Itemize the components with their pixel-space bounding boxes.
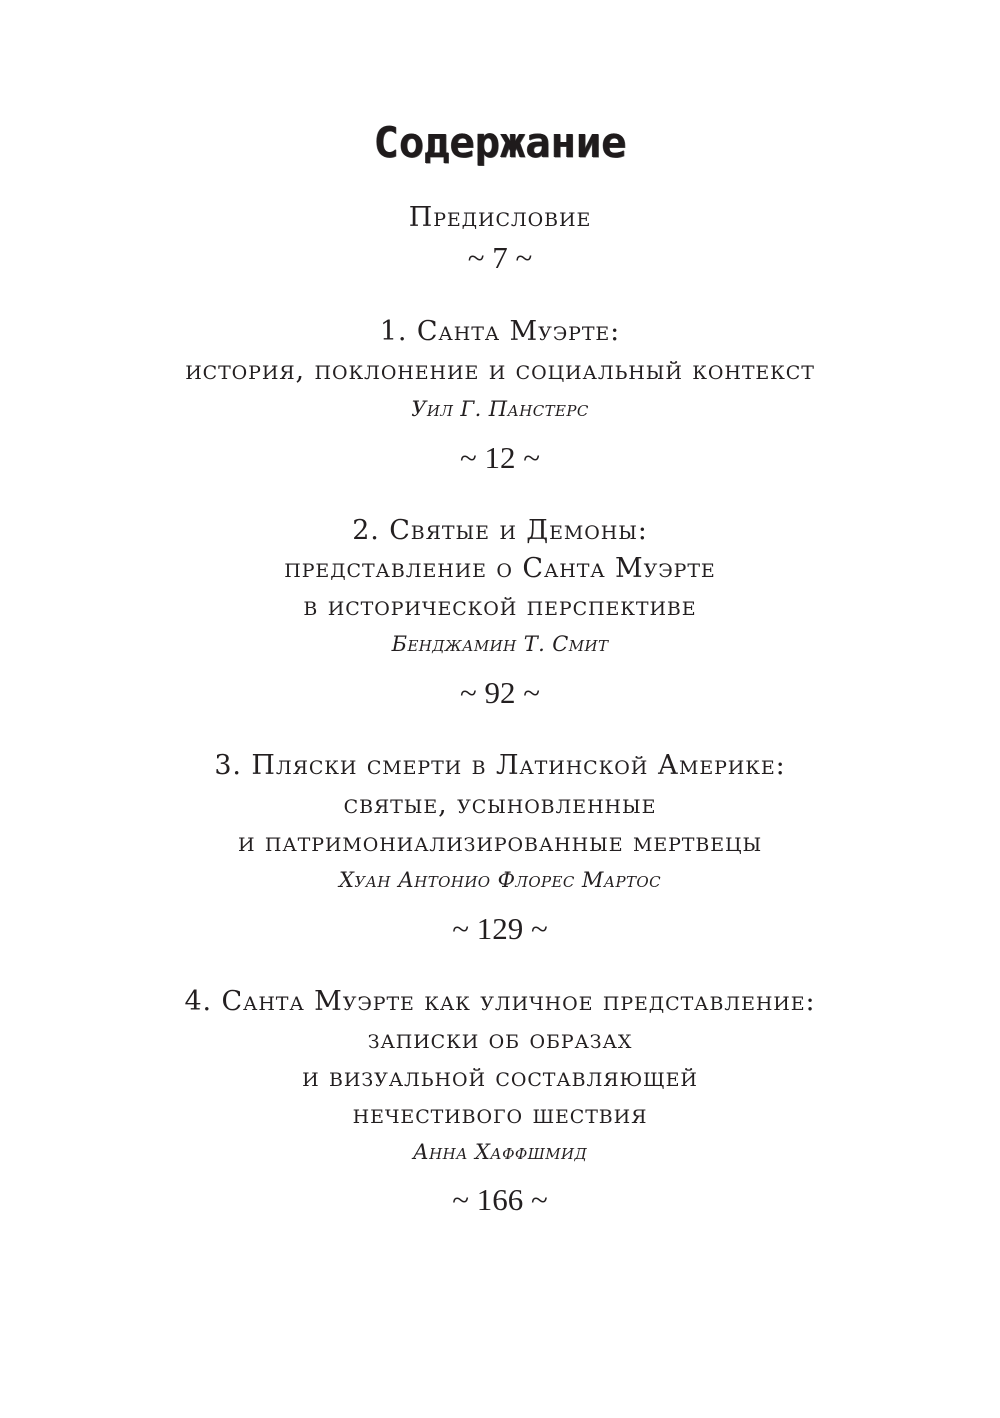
chapter-4-subtitle-line-1: записки об образах bbox=[367, 1024, 633, 1055]
chapter-3-subtitle-line-2: и патримониализированные мертвецы bbox=[237, 827, 763, 858]
preface-label: Предисловие bbox=[408, 202, 592, 233]
chapter-4-heading: 4. Санта Муэрте как уличное представление: bbox=[184, 986, 816, 1017]
chapter-3-page-number: ~ 129 ~ bbox=[452, 911, 548, 946]
chapter-2-subtitle-line-2: в исторической перспективе bbox=[303, 591, 697, 622]
chapter-4-subtitle-line-2: и визуальной составляющей bbox=[302, 1062, 698, 1093]
preface-page-number: ~ 7 ~ bbox=[467, 240, 533, 275]
chapter-4-subtitle-line-3: нечестивого шествия bbox=[352, 1099, 648, 1130]
chapter-2-page-number: ~ 92 ~ bbox=[459, 675, 541, 710]
chapter-3-heading: 3. Пляски смерти в Латинской Америке: bbox=[214, 750, 786, 781]
chapter-3-author: Хуан Антонио Флорес Мартос bbox=[339, 868, 661, 892]
chapter-1-heading: 1. Санта Муэрте: bbox=[379, 316, 621, 347]
chapter-2-author: Бенджамин Т. Смит bbox=[391, 632, 609, 656]
page-title: Содержание bbox=[373, 118, 627, 167]
chapter-2-subtitle-line-1: представление о Санта Муэрте bbox=[284, 553, 716, 584]
chapter-4-author: Анна Хаффшмид bbox=[412, 1140, 588, 1164]
chapter-2-heading: 2. Святые и Демоны: bbox=[352, 515, 648, 546]
chapter-1-subtitle: история, поклонение и социальный контекст bbox=[185, 355, 815, 386]
chapter-1-author: Уил Г. Панстерс bbox=[411, 397, 589, 421]
chapter-1-page-number: ~ 12 ~ bbox=[459, 440, 541, 475]
chapter-4-page-number: ~ 166 ~ bbox=[452, 1182, 548, 1217]
chapter-3-subtitle-line-1: святые, усыновленные bbox=[343, 789, 657, 820]
